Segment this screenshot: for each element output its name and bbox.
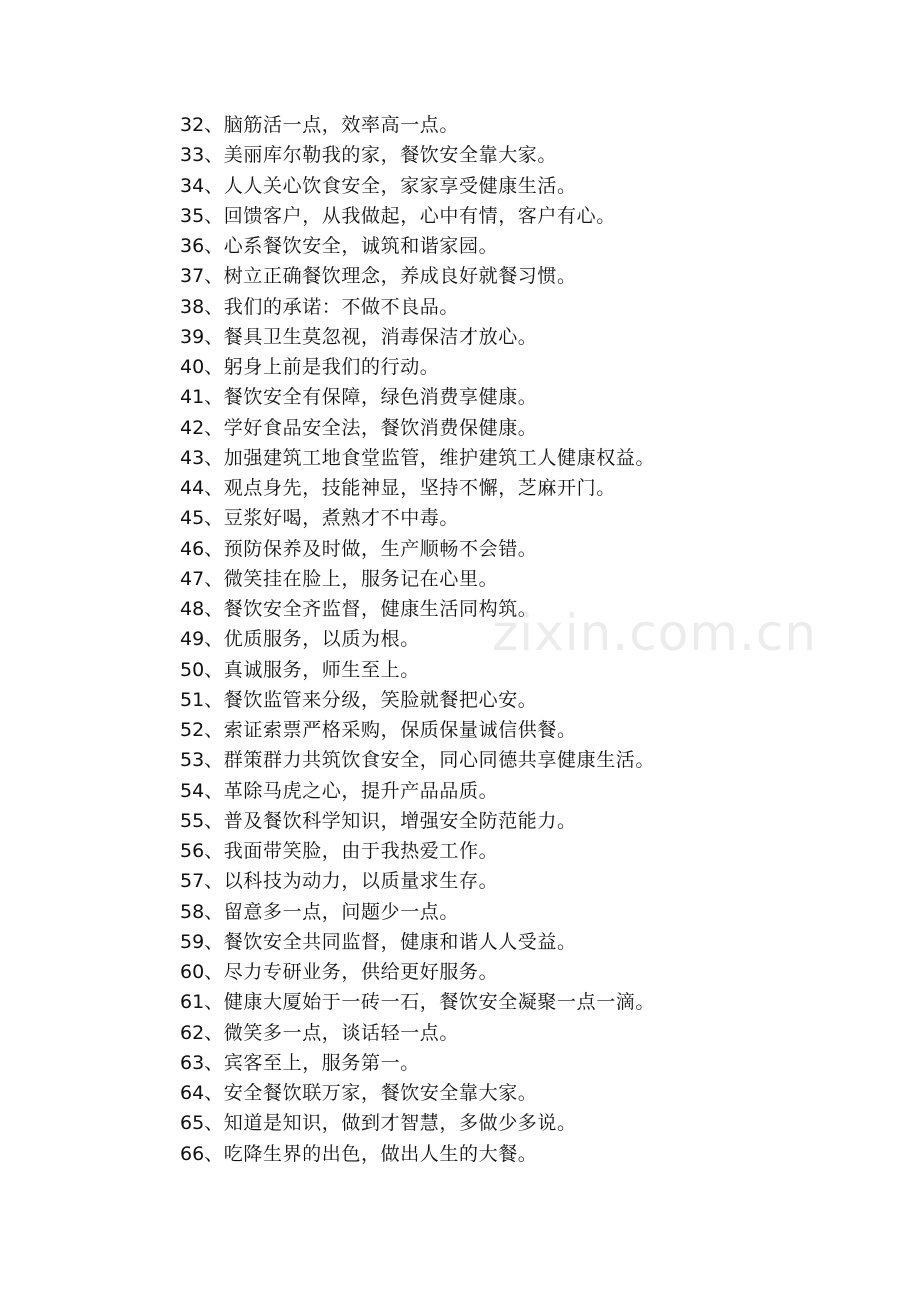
item-number: 37 bbox=[180, 265, 205, 288]
item-number: 64 bbox=[180, 1082, 205, 1104]
item-text: 、索证索票严格采购，保质保量诚信供餐。 bbox=[204, 719, 577, 741]
list-item bbox=[180, 715, 740, 745]
list-item bbox=[180, 382, 740, 412]
item-number: 58 bbox=[180, 900, 205, 923]
list-item bbox=[180, 1139, 740, 1169]
item-text: 、以科技为动力，以质量求生存。 bbox=[204, 870, 499, 893]
list-item bbox=[180, 261, 740, 291]
list-item bbox=[180, 534, 740, 564]
item-text: 、微笑多一点，谈话轻一点。 bbox=[204, 1021, 459, 1044]
list-item bbox=[180, 1108, 740, 1138]
item-text: 、我们的承诺：不做不良品。 bbox=[204, 295, 459, 318]
list-item bbox=[180, 322, 740, 352]
item-number: 55 bbox=[180, 809, 205, 832]
item-number: 32 bbox=[180, 114, 205, 136]
list-item bbox=[180, 745, 740, 775]
list-item bbox=[180, 927, 740, 957]
list-item bbox=[180, 624, 740, 654]
item-number: 33 bbox=[180, 144, 205, 167]
list-item bbox=[180, 231, 740, 261]
item-text: 、餐饮监管来分级，笑脸就餐把心安。 bbox=[204, 688, 538, 711]
item-number: 65 bbox=[180, 1112, 205, 1135]
item-number: 52 bbox=[180, 719, 205, 741]
item-text: 、心系餐饮安全，诚筑和谐家园。 bbox=[204, 235, 499, 257]
item-text: 、躬身上前是我们的行动。 bbox=[204, 356, 440, 378]
item-text: 、安全餐饮联万家，餐饮安全靠大家。 bbox=[204, 1082, 538, 1104]
list-item bbox=[180, 443, 740, 473]
list-item bbox=[180, 201, 740, 231]
item-number: 62 bbox=[180, 1021, 205, 1044]
item-text: 、真诚服务，师生至上。 bbox=[204, 658, 420, 681]
item-number: 49 bbox=[180, 628, 205, 651]
item-text: 、加强建筑工地食堂监管，维护建筑工人健康权益。 bbox=[204, 446, 655, 469]
item-text: 、美丽库尔勒我的家，餐饮安全靠大家。 bbox=[204, 144, 557, 167]
item-number: 40 bbox=[180, 356, 205, 378]
list-item bbox=[180, 776, 740, 806]
item-text: 、树立正确餐饮理念，养成良好就餐习惯。 bbox=[204, 265, 577, 288]
item-number: 45 bbox=[180, 507, 205, 530]
item-number: 51 bbox=[180, 688, 205, 711]
item-number: 48 bbox=[180, 598, 205, 620]
item-text: 、餐饮安全齐监督，健康生活同构筑。 bbox=[204, 598, 538, 620]
item-number: 47 bbox=[180, 567, 205, 590]
item-text: 、预防保养及时做，生产顺畅不会错。 bbox=[204, 537, 538, 560]
item-text: 、观点身先，技能神显，坚持不懈，芝麻开门。 bbox=[204, 477, 616, 499]
item-text: 、尽力专研业务，供给更好服务。 bbox=[204, 961, 499, 983]
list-item bbox=[180, 655, 740, 685]
list-item bbox=[180, 352, 740, 382]
item-number: 34 bbox=[180, 174, 205, 197]
list-item bbox=[180, 292, 740, 322]
item-text: 、脑筋活一点，效率高一点。 bbox=[204, 114, 459, 136]
item-number: 39 bbox=[180, 325, 205, 348]
list-item bbox=[180, 564, 740, 594]
item-text: 、留意多一点，问题少一点。 bbox=[204, 900, 459, 923]
item-number: 43 bbox=[180, 446, 205, 469]
list-item bbox=[180, 140, 740, 170]
item-text: 、我面带笑脸，由于我热爱工作。 bbox=[204, 840, 499, 862]
list-item bbox=[180, 806, 740, 836]
item-number: 53 bbox=[180, 749, 205, 772]
watermark: zixin.com.cn bbox=[492, 604, 818, 662]
item-number: 50 bbox=[180, 658, 205, 681]
item-number: 61 bbox=[180, 991, 205, 1014]
item-number: 38 bbox=[180, 295, 205, 318]
list-item bbox=[180, 594, 740, 624]
list-item bbox=[180, 957, 740, 987]
item-text: 、吃降生界的出色，做出人生的大餐。 bbox=[204, 1142, 538, 1165]
item-text: 、人人关心饮食安全，家家享受健康生活。 bbox=[204, 174, 577, 197]
list-item bbox=[180, 110, 740, 140]
item-text: 、豆浆好喝，煮熟才不中毒。 bbox=[204, 507, 459, 530]
list-item bbox=[180, 685, 740, 715]
item-text: 、回馈客户，从我做起，心中有情，客户有心。 bbox=[204, 204, 616, 227]
item-number: 46 bbox=[180, 537, 205, 560]
list-item bbox=[180, 1078, 740, 1108]
item-text: 、优质服务，以质为根。 bbox=[204, 628, 420, 651]
item-number: 66 bbox=[180, 1142, 205, 1165]
item-text: 、餐饮安全有保障，绿色消费享健康。 bbox=[204, 386, 538, 409]
list-item bbox=[180, 1048, 740, 1078]
list-item bbox=[180, 866, 740, 896]
item-text: 、知道是知识，做到才智慧，多做少多说。 bbox=[204, 1112, 577, 1135]
item-number: 63 bbox=[180, 1051, 205, 1074]
list-item bbox=[180, 836, 740, 866]
list-item bbox=[180, 473, 740, 503]
list-item bbox=[180, 413, 740, 443]
list-item bbox=[180, 503, 740, 533]
list-item bbox=[180, 171, 740, 201]
item-number: 60 bbox=[180, 961, 205, 983]
slogan-list bbox=[180, 110, 740, 1169]
item-text: 、群策群力共筑饮食安全，同心同德共享健康生活。 bbox=[204, 749, 655, 772]
item-text: 、革除马虎之心，提升产品品质。 bbox=[204, 779, 499, 802]
item-number: 59 bbox=[180, 930, 205, 953]
list-item bbox=[180, 897, 740, 927]
item-text: 、普及餐饮科学知识，增强安全防范能力。 bbox=[204, 809, 577, 832]
item-number: 54 bbox=[180, 779, 205, 802]
list-item bbox=[180, 1018, 740, 1048]
item-text: 、宾客至上，服务第一。 bbox=[204, 1051, 420, 1074]
item-text: 、餐饮安全共同监督，健康和谐人人受益。 bbox=[204, 930, 577, 953]
item-number: 36 bbox=[180, 235, 205, 257]
item-text: 、微笑挂在脸上，服务记在心里。 bbox=[204, 567, 499, 590]
item-number: 44 bbox=[180, 477, 205, 499]
list-item bbox=[180, 987, 740, 1017]
item-number: 35 bbox=[180, 204, 205, 227]
item-text: 、学好食品安全法，餐饮消费保健康。 bbox=[204, 416, 538, 439]
item-number: 41 bbox=[180, 386, 205, 409]
item-text: 、餐具卫生莫忽视，消毒保洁才放心。 bbox=[204, 325, 538, 348]
item-number: 42 bbox=[180, 416, 205, 439]
item-number: 56 bbox=[180, 840, 205, 862]
item-number: 57 bbox=[180, 870, 205, 893]
item-text: 、健康大厦始于一砖一石，餐饮安全凝聚一点一滴。 bbox=[204, 991, 655, 1014]
